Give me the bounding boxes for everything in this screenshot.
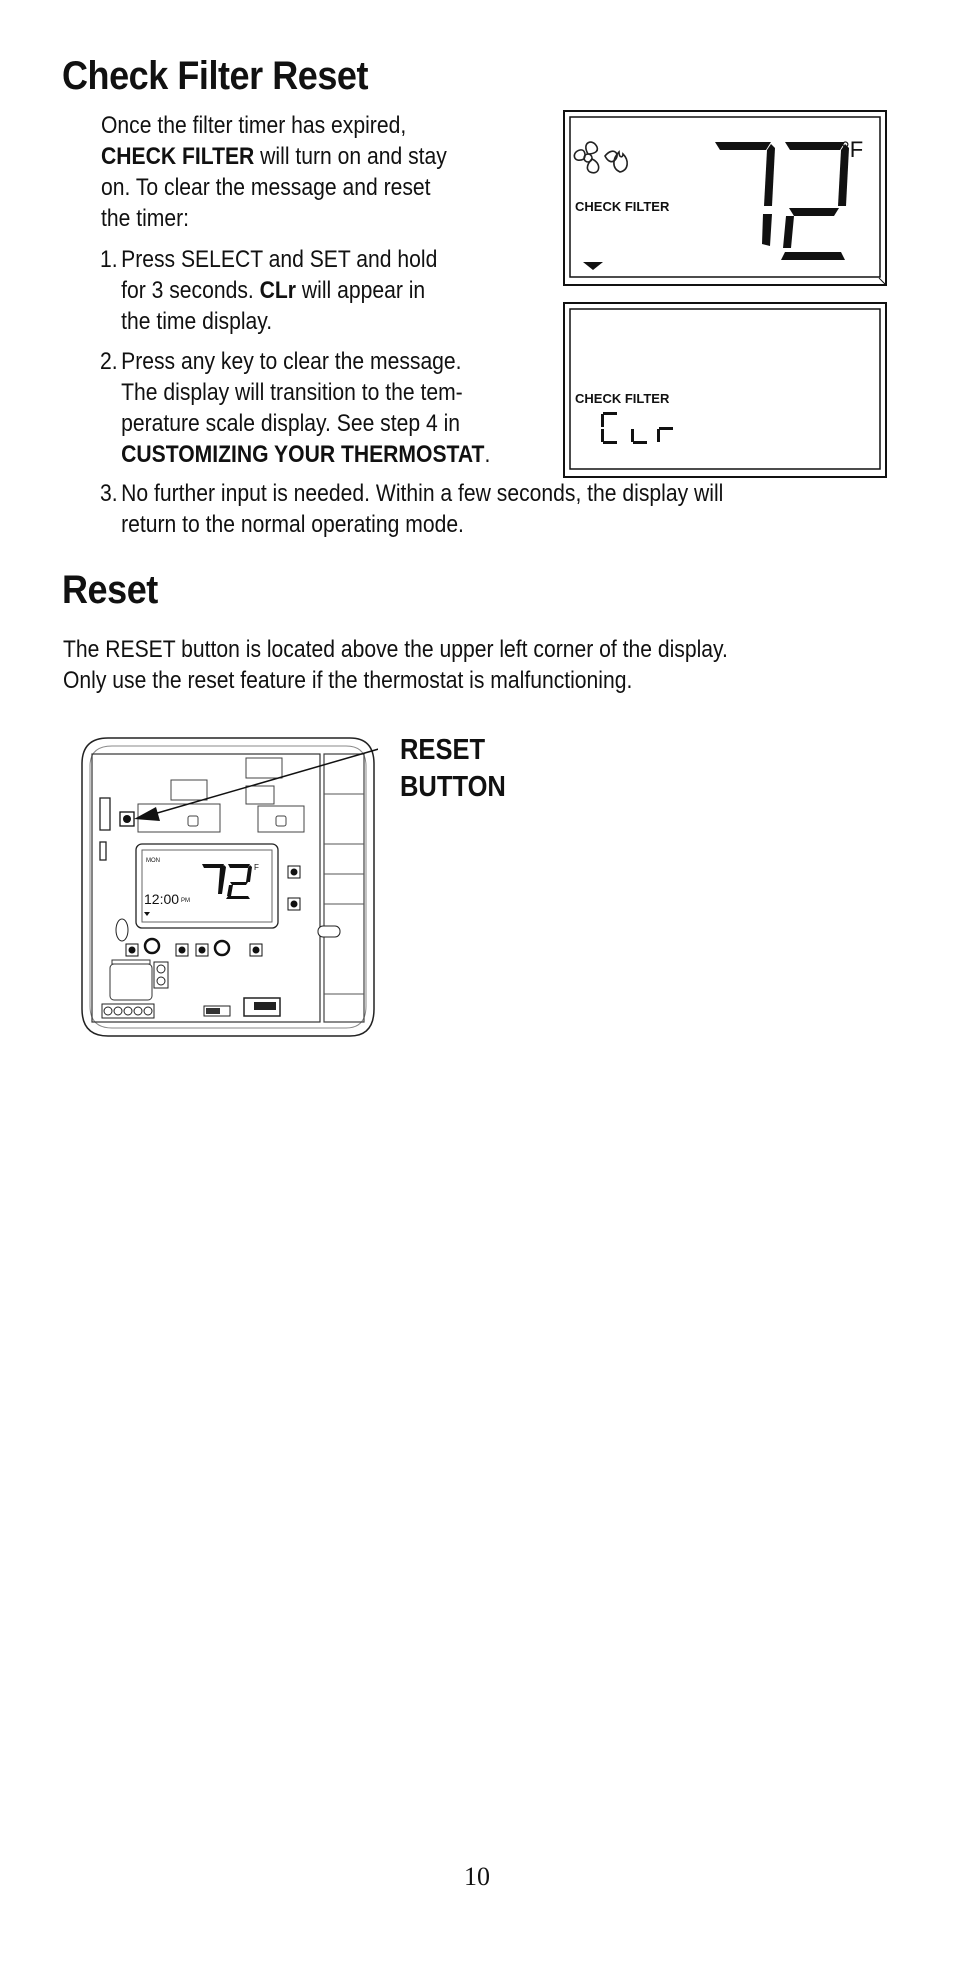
lcd-display-check-filter-clr xyxy=(563,302,888,478)
reset-paragraph-line-1: The RESET button is located above the upper left corner of the display. xyxy=(63,636,728,663)
step-1-line-1: Press SELECT and SET and hold xyxy=(121,246,438,273)
terminal-screw xyxy=(114,1007,122,1015)
battery-holder xyxy=(110,964,152,1000)
fan-switch-knob xyxy=(254,1002,276,1010)
terminal-screw xyxy=(144,1007,152,1015)
left-slot xyxy=(100,798,110,830)
step-2-line-1: Press any key to clear the message. xyxy=(121,348,462,375)
diagram-button[interactable] xyxy=(126,944,138,956)
diagram-lcd-time: 12:00 xyxy=(144,891,180,907)
lcd1-check-filter-text: CHECK FILTER xyxy=(575,199,670,214)
clr-term: CLr xyxy=(259,277,297,304)
step-3-line-2: return to the normal operating mode. xyxy=(121,511,464,538)
step-2-line-4 xyxy=(121,439,490,470)
battery-holder-top xyxy=(112,960,150,964)
step-2-line-2: The display will transition to the tem- xyxy=(121,379,463,406)
step-1-line-2-pre: for 3 seconds. xyxy=(121,277,260,304)
reset-button[interactable] xyxy=(120,812,134,826)
step-3-number: 3. xyxy=(100,480,118,507)
step-2-number: 2. xyxy=(100,348,118,375)
diagram-round-button[interactable] xyxy=(215,941,229,955)
step-1-line-2 xyxy=(121,275,425,306)
diagram-lcd-meridiem: PM xyxy=(181,898,190,904)
diagram-lcd-unit: F xyxy=(254,863,259,872)
terminal-screw xyxy=(134,1007,142,1015)
lcd-display-check-filter-72 xyxy=(563,110,888,286)
page-number: 10 xyxy=(464,1862,490,1891)
intro-line-2 xyxy=(101,141,447,172)
callout-arrow-line xyxy=(140,744,378,818)
step-1-line-3: the time display. xyxy=(121,308,273,335)
diagram-button[interactable] xyxy=(250,944,262,956)
intro-line-2-rest: will turn on and stay xyxy=(254,143,447,170)
reset-heading: Reset xyxy=(62,568,158,612)
component xyxy=(246,758,282,778)
diagram-button[interactable] xyxy=(288,866,300,878)
thermostat-diagram xyxy=(78,734,378,1040)
step-1-number: 1. xyxy=(100,246,118,273)
terminal-pair xyxy=(154,962,168,988)
component xyxy=(188,816,198,826)
diagram-lcd xyxy=(136,844,278,928)
terminal-screw xyxy=(104,1007,112,1015)
diagram-button[interactable] xyxy=(176,944,188,956)
terminal-screw xyxy=(157,965,165,973)
step-1-line-2-post: will appear in xyxy=(296,277,426,304)
side-latch xyxy=(318,926,340,937)
reset-button-callout-line-2: BUTTON xyxy=(400,771,506,803)
diagram-lcd-day: MON xyxy=(146,858,160,864)
diagram-round-button[interactable] xyxy=(145,939,159,953)
lcd1-unit: °F xyxy=(841,137,864,162)
component xyxy=(171,780,207,800)
component xyxy=(246,786,274,804)
terminal-strip xyxy=(102,1004,154,1018)
mode-switch-knob xyxy=(206,1008,220,1014)
reset-paragraph-line-2: Only use the reset feature if the thermostat is malfunctioning. xyxy=(63,667,633,694)
step-3-line-1: No further input is needed. Within a few seconds, the display will xyxy=(121,480,724,507)
lcd2-inner-frame xyxy=(570,309,880,469)
lcd2-check-filter-text: CHECK FILTER xyxy=(575,391,670,406)
terminal-screw xyxy=(124,1007,132,1015)
component xyxy=(276,816,286,826)
diagram-button[interactable] xyxy=(196,944,208,956)
left-slot xyxy=(100,842,106,860)
step-2-line-4-post: . xyxy=(484,441,491,468)
diagram-button[interactable] xyxy=(288,898,300,910)
check-filter-term: CHECK FILTER xyxy=(101,143,255,170)
check-filter-reset-heading: Check Filter Reset xyxy=(62,54,369,98)
left-oval xyxy=(116,919,128,941)
intro-line-4: the timer: xyxy=(101,205,190,232)
reset-button-callout-line-1: RESET xyxy=(400,734,486,766)
component xyxy=(258,806,304,832)
intro-line-3: on. To clear the message and reset xyxy=(101,174,431,201)
terminal-screw xyxy=(157,977,165,985)
step-2-line-3: perature scale display. See step 4 in xyxy=(121,410,461,437)
customizing-thermostat-term: CUSTOMIZING YOUR THERMOSTAT xyxy=(121,441,485,468)
intro-line-1: Once the filter timer has expired, xyxy=(101,112,407,139)
